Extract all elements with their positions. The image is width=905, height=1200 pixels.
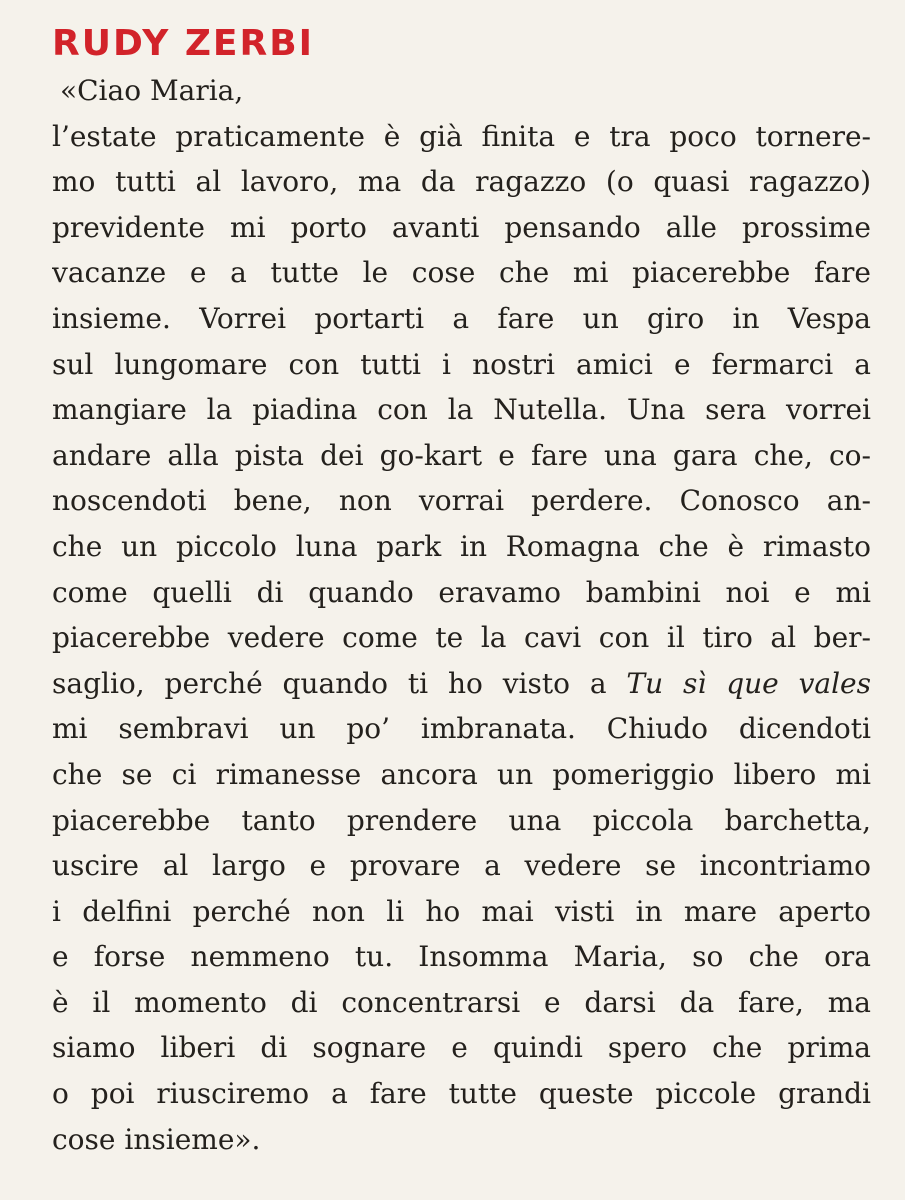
letter-closing: cose insieme». xyxy=(52,1122,261,1156)
letter-line: piacerebbe tanto prendere una piccola barchetta, xyxy=(52,803,871,837)
letter-line: che se ci rimanesse ancora un pomeriggio libero mi xyxy=(52,757,871,791)
letter-line-with-title xyxy=(52,661,871,707)
letter-line: è il momento di concentrarsi e darsi da fare, ma xyxy=(52,985,871,1019)
letter-line: piacerebbe vedere come te la cavi con il tiro al ber- xyxy=(52,621,871,655)
letter-line: che un piccolo luna park in Romagna che è rimasto xyxy=(52,529,871,563)
letter-line: mangiare la piadina con la Nutella. Una sera vorrei xyxy=(52,393,871,427)
author-heading: RUDY ZERBI xyxy=(52,23,315,64)
letter-line: noscendoti bene, non vorrai perdere. Conosco an- xyxy=(52,484,871,518)
letter-line: come quelli di quando eravamo bambini noi e mi xyxy=(52,575,871,609)
letter-line: o poi riusciremo a fare tutte queste piccole grandi xyxy=(52,1077,871,1111)
letter-line: insieme. Vorrei portarti a fare un giro in Vespa xyxy=(52,301,871,335)
letter-line: mo tutti al lavoro, ma da ragazzo (o quasi ragazzo) xyxy=(52,165,871,199)
letter-line: i delfini perché non li ho mai visti in mare aperto xyxy=(52,894,871,928)
letter-line: previdente mi porto avanti pensando alle prossime xyxy=(52,210,871,244)
letter-line: l’estate praticamente è già finita e tra poco tornere- xyxy=(52,119,871,153)
letter-line: uscire al largo e provare a vedere se incontriamo xyxy=(52,849,871,883)
letter-line: mi sembravi un po’ imbranata. Chiudo dicendoti xyxy=(52,712,871,746)
letter-salutation: «Ciao Maria, xyxy=(60,74,244,107)
letter-body xyxy=(52,68,871,1162)
letter-line: sul lungomare con tutti i nostri amici e fermarci a xyxy=(52,347,871,381)
letter-line: vacanze e a tutte le cose che mi piacerebbe fare xyxy=(52,256,871,290)
show-title: Tu sì que vales xyxy=(626,666,871,700)
letter-line: e forse nemmeno tu. Insomma Maria, so che ora xyxy=(52,940,871,974)
letter-line: andare alla pista dei go-kart e fare una gara che, co- xyxy=(52,438,871,472)
letter-line-text: saglio, perché quando ti ho visto a xyxy=(52,666,627,700)
letter-line: siamo liberi di sognare e quindi spero che prima xyxy=(52,1031,871,1065)
